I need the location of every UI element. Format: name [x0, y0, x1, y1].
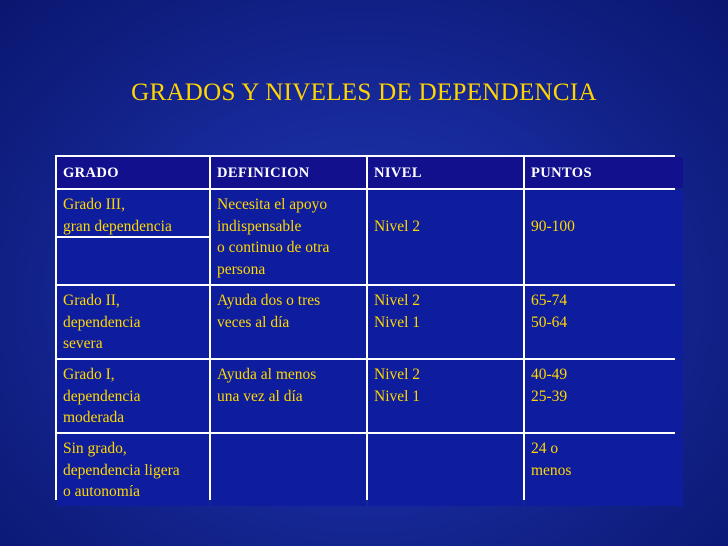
sin-grado-grado: Sin grado, dependencia ligera o autonomía	[57, 434, 209, 506]
grado-iii-definicion: Necesita el apoyo indispensable o continuo de otra persona	[211, 190, 366, 284]
grado-iii-puntos-nivel-2: 90-100	[531, 217, 575, 235]
grado-iii-nivel	[368, 190, 523, 284]
grado-i-puntos: 40-49 25-39	[525, 360, 683, 432]
grado-iii-puntos	[525, 190, 683, 284]
header-nivel: NIVEL	[368, 157, 523, 188]
dependency-table	[55, 155, 675, 500]
grado-i-nivel: Nivel 2 Nivel 1	[368, 360, 523, 432]
header-grado: GRADO	[57, 157, 209, 188]
header-puntos: PUNTOS	[525, 157, 683, 188]
sin-grado-nivel	[368, 434, 523, 506]
grado-iii-grado: Grado III, gran dependencia	[57, 190, 209, 236]
grado-iii-grado-empty	[57, 238, 209, 284]
grado-i-definicion: Ayuda al menos una vez al día	[211, 360, 366, 432]
header-definicion: DEFINICION	[211, 157, 366, 188]
grado-ii-definicion: Ayuda dos o tres veces al día	[211, 286, 366, 358]
grado-ii-puntos: 65-74 50-64	[525, 286, 683, 358]
grado-i-grado: Grado I, dependencia moderada	[57, 360, 209, 432]
sin-grado-definicion	[211, 434, 366, 506]
sin-grado-puntos: 24 o menos	[525, 434, 683, 506]
slide-title: GRADOS Y NIVELES DE DEPENDENCIA	[131, 79, 597, 106]
grado-ii-nivel: Nivel 2 Nivel 1	[368, 286, 523, 358]
grado-iii-nivel-2: Nivel 2	[374, 217, 421, 235]
grado-ii-grado: Grado II, dependencia severa	[57, 286, 209, 358]
